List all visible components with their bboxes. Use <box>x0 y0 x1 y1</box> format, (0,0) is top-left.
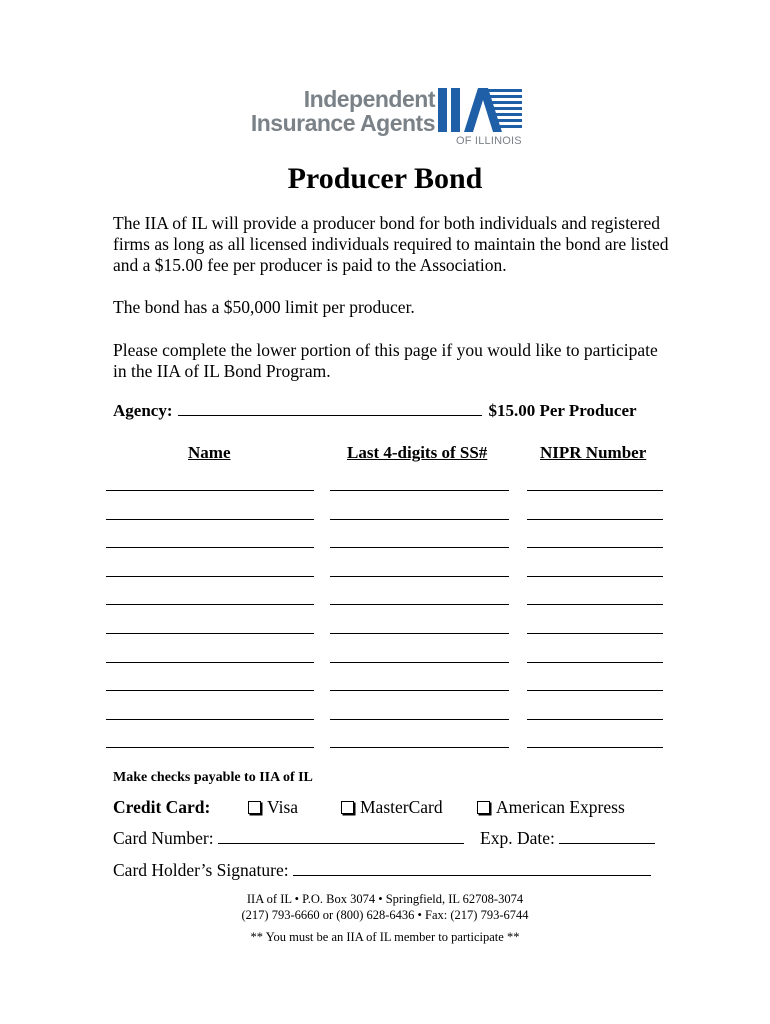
name-line[interactable] <box>106 604 314 605</box>
ssn-line[interactable] <box>330 747 509 748</box>
instructions-paragraph: Please complete the lower portion of this page if you would like to participate in the IIA of IL Bond Program. <box>113 340 658 381</box>
logo-text-independent: Independent <box>303 86 435 112</box>
iia-logo-mark-icon <box>438 88 524 134</box>
signature-label: Card Holder’s Signature: <box>113 860 289 880</box>
agency-row <box>113 401 637 421</box>
fee-label: $15.00 Per Producer <box>488 401 637 420</box>
name-line[interactable] <box>106 747 314 748</box>
logo-text-insurance-agents: Insurance Agents <box>250 110 435 136</box>
visa-option[interactable] <box>248 797 298 818</box>
checks-note: Make checks payable to IIA of IL <box>113 770 313 785</box>
ssn-line[interactable] <box>330 604 509 605</box>
limit-paragraph: The bond has a $50,000 limit per producer. <box>113 297 415 317</box>
ssn-line[interactable] <box>330 519 509 520</box>
exp-date-label: Exp. Date: <box>480 828 555 848</box>
visa-checkbox[interactable] <box>248 801 261 814</box>
page-title: Producer Bond <box>287 162 483 195</box>
ssn-line[interactable] <box>330 576 509 577</box>
mastercard-label: MasterCard <box>360 797 443 817</box>
card-number-field[interactable] <box>218 829 464 844</box>
exp-date-field[interactable] <box>559 829 655 844</box>
signature-row <box>113 860 651 881</box>
column-header-nipr: NIPR Number <box>540 443 647 462</box>
name-line[interactable] <box>106 719 314 720</box>
agency-field[interactable] <box>178 401 482 416</box>
exp-date-row <box>480 828 655 849</box>
nipr-line[interactable] <box>527 719 663 720</box>
card-number-row <box>113 828 464 849</box>
credit-card-label: Credit Card: <box>113 797 211 817</box>
ssn-line[interactable] <box>330 719 509 720</box>
footer-note: ** You must be an IIA of IL member to participate ** <box>250 930 520 944</box>
nipr-line[interactable] <box>527 519 663 520</box>
name-line[interactable] <box>106 690 314 691</box>
column-header-ssn: Last 4-digits of SS# <box>347 443 488 462</box>
amex-label: American Express <box>496 797 625 817</box>
iia-logo <box>250 86 530 148</box>
nipr-line[interactable] <box>527 576 663 577</box>
name-line[interactable] <box>106 633 314 634</box>
column-header-name: Name <box>188 443 231 462</box>
name-line[interactable] <box>106 576 314 577</box>
name-line[interactable] <box>106 547 314 548</box>
name-line[interactable] <box>106 490 314 491</box>
signature-field[interactable] <box>293 861 651 876</box>
nipr-line[interactable] <box>527 547 663 548</box>
intro-paragraph: The IIA of IL will provide a producer bond for both individuals and registered firms as long as all licensed individuals required to maintain the bond are listed and a $15.00 fee per producer is paid to the Association. <box>113 213 669 275</box>
nipr-line[interactable] <box>527 690 663 691</box>
mastercard-option[interactable] <box>341 797 443 818</box>
mastercard-checkbox[interactable] <box>341 801 354 814</box>
agency-label: Agency: <box>113 401 173 420</box>
nipr-line[interactable] <box>527 604 663 605</box>
ssn-line[interactable] <box>330 662 509 663</box>
logo-text-of-illinois: OF ILLINOIS <box>456 135 522 147</box>
footer-address: IIA of IL • P.O. Box 3074 • Springfield, IL 62708-3074 <box>246 892 524 906</box>
amex-checkbox[interactable] <box>477 801 490 814</box>
ssn-line[interactable] <box>330 633 509 634</box>
ssn-line[interactable] <box>330 547 509 548</box>
amex-option[interactable] <box>477 797 625 818</box>
nipr-line[interactable] <box>527 747 663 748</box>
nipr-line[interactable] <box>527 662 663 663</box>
nipr-line[interactable] <box>527 633 663 634</box>
visa-label: Visa <box>267 797 299 817</box>
ssn-line[interactable] <box>330 490 509 491</box>
name-line[interactable] <box>106 519 314 520</box>
name-line[interactable] <box>106 662 314 663</box>
footer-phone: (217) 793-6660 or (800) 628-6436 • Fax: (217) 793-6744 <box>241 908 529 922</box>
card-number-label: Card Number: <box>113 828 214 848</box>
ssn-line[interactable] <box>330 690 509 691</box>
nipr-line[interactable] <box>527 490 663 491</box>
